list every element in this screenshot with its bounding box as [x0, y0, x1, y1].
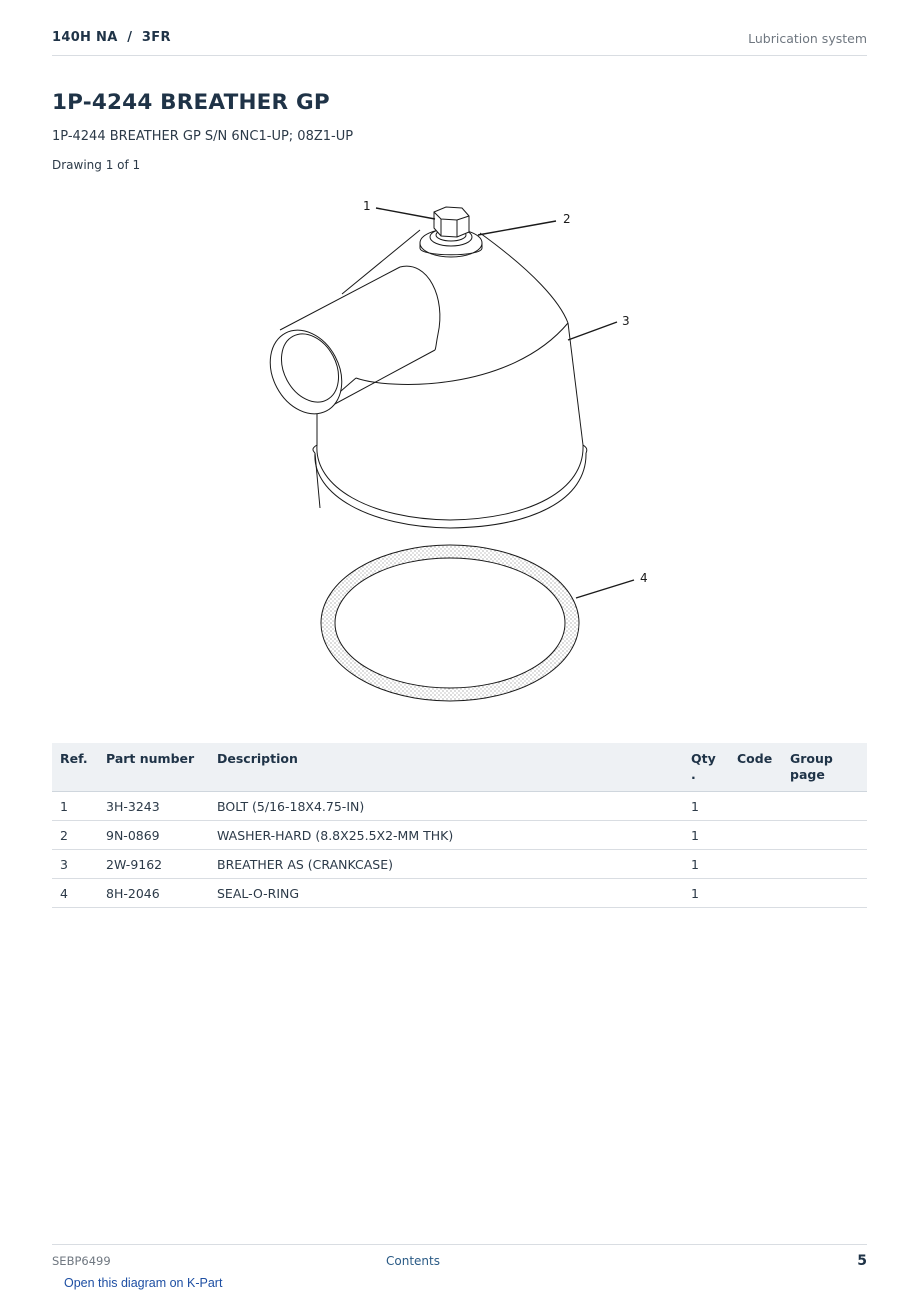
column-header-description: Description	[209, 743, 683, 792]
cell-ref: 2	[52, 821, 98, 850]
breather-housing-part	[256, 207, 587, 528]
column-header-qty	[683, 743, 729, 792]
parts-diagram	[250, 190, 670, 720]
cell-description: WASHER-HARD (8.8X25.5X2-MM THK)	[209, 821, 683, 850]
cell-qty: 1	[683, 821, 729, 850]
cell-description: BOLT (5/16-18X4.75-IN)	[209, 792, 683, 821]
cell-qty: 1	[683, 792, 729, 821]
cell-group-page	[782, 821, 867, 850]
callout-3[interactable]: 3	[622, 314, 630, 328]
callout-1[interactable]: 1	[363, 199, 371, 213]
cell-code	[729, 821, 782, 850]
document-id: SEBP6499	[52, 1254, 111, 1268]
cell-part-number: 3H-3243	[98, 792, 209, 821]
page-header	[52, 28, 867, 56]
column-header-ref: Ref.	[52, 743, 98, 792]
cell-code	[729, 850, 782, 879]
cell-description: SEAL-O-RING	[209, 879, 683, 908]
callout-4[interactable]: 4	[640, 571, 648, 585]
group-header-line2: page	[790, 767, 825, 782]
leader-line-3	[568, 322, 617, 340]
table-row	[52, 821, 867, 850]
table-row	[52, 792, 867, 821]
open-kpart-link[interactable]: Open this diagram on K-Part	[64, 1276, 223, 1290]
cell-ref: 4	[52, 879, 98, 908]
table-header-row	[52, 743, 867, 792]
cell-code	[729, 879, 782, 908]
table-row	[52, 850, 867, 879]
leader-line-4	[576, 580, 634, 598]
column-header-code: Code	[729, 743, 782, 792]
cell-part-number: 8H-2046	[98, 879, 209, 908]
cell-qty: 1	[683, 850, 729, 879]
parts-table	[52, 743, 867, 908]
cell-group-page	[782, 792, 867, 821]
page-title: 1P-4244 BREATHER GP	[52, 90, 330, 115]
qty-header-line1: Qty	[691, 751, 716, 766]
breather-drawing	[250, 190, 670, 720]
breadcrumb: 140H NA / 3FR	[52, 30, 171, 45]
page-subtitle: 1P-4244 BREATHER GP S/N 6NC1-UP; 08Z1-UP	[52, 129, 354, 144]
cell-group-page	[782, 850, 867, 879]
cell-ref: 3	[52, 850, 98, 879]
page-footer	[52, 1244, 867, 1274]
leader-line-1	[376, 208, 435, 219]
group-header-line1: Group	[790, 751, 833, 766]
leader-line-2	[478, 221, 556, 235]
cell-part-number: 2W-9162	[98, 850, 209, 879]
column-header-part-number: Part number	[98, 743, 209, 792]
drawing-count: Drawing 1 of 1	[52, 158, 141, 172]
cell-description: BREATHER AS (CRANKCASE)	[209, 850, 683, 879]
cell-qty: 1	[683, 879, 729, 908]
callout-2[interactable]: 2	[563, 212, 571, 226]
section-name: Lubrication system	[748, 31, 867, 46]
page-number: 5	[857, 1253, 867, 1269]
table-row	[52, 879, 867, 908]
cell-part-number: 9N-0869	[98, 821, 209, 850]
qty-header-line2: .	[691, 767, 696, 782]
cell-group-page	[782, 879, 867, 908]
cell-code	[729, 792, 782, 821]
column-header-group-page	[782, 743, 867, 792]
contents-link[interactable]: Contents	[386, 1254, 440, 1268]
cell-ref: 1	[52, 792, 98, 821]
seal-o-ring-part	[321, 545, 579, 701]
